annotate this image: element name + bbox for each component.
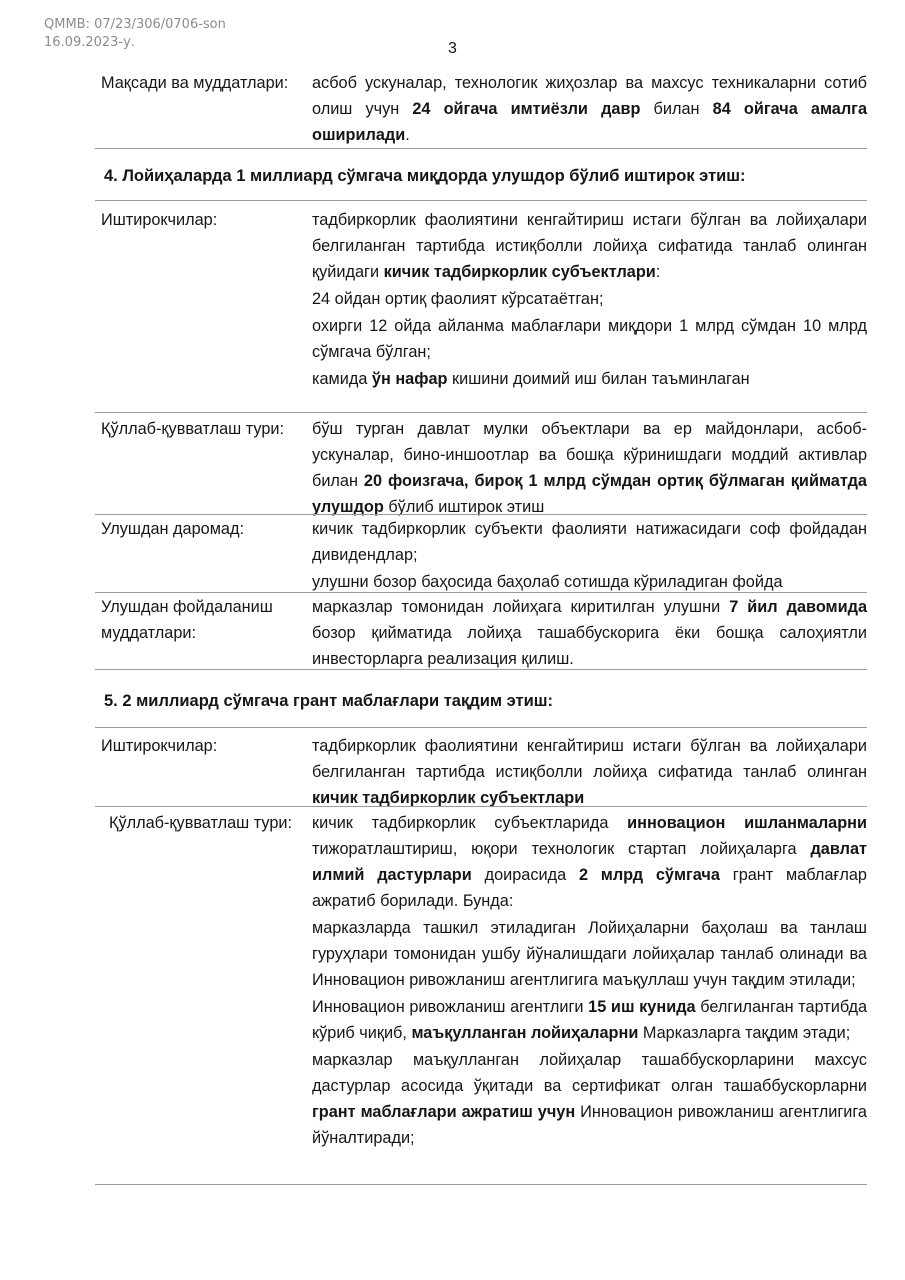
s4-criterion-turnover: охирги 12 ойда айланма маблағлари миқдори 1 млрд сўмдан 10 млрд сўмгача бўлган; — [312, 317, 867, 361]
s4-income-value — [312, 516, 867, 596]
s4-support-label: Қўллаб-қувватлаш тури: — [101, 420, 285, 438]
purpose-value — [312, 70, 867, 149]
table-separator — [95, 1184, 867, 1185]
s4-income-dividends: кичик тадбиркорлик субъекти фаолияти натижасидаги соф фойдадан дивидендлар; — [312, 520, 867, 564]
s4-income-sale-profit: улушни бозор баҳосида баҳолаб сотишда кўриладиган фойда — [312, 573, 783, 591]
s5-participants-value: тадбиркорлик фаолиятини кенгайтириш истаги бўлган ва лойиҳалари белгиланган тартибда истиқболли лойиҳа сифатида танлаб олинган кичик тадбиркорлик субъектлари — [312, 737, 867, 807]
section-5-heading: 5. 2 миллиард сўмгача грант маблағлари тақдим этиш: — [104, 692, 553, 710]
s4-term-row — [95, 594, 867, 670]
s4-term-label: Улушдан фойдаланиш муддатлари: — [101, 598, 273, 642]
s4-income-row — [95, 516, 867, 592]
s5-support-selection: марказларда ташкил этиладиган Лойиҳаларни баҳолаш ва танлаш гуруҳлари томонидан ушбу йўналишдаги лойиҳалар танлаб олинади ва Инновацион ривожланиш агентлигига маъқуллаш учун тақдим этилади; — [312, 919, 867, 989]
stamp-date: 16.09.2023-у. — [44, 35, 135, 50]
s5-participants-label: Иштирокчилар: — [101, 737, 218, 755]
table-separator — [95, 669, 867, 670]
s5-support-label: Қўллаб-қувватлаш тури: — [109, 814, 293, 832]
table-separator — [95, 806, 867, 807]
s4-term-value: марказлар томонидан лойиҳага киритилган улушни 7 йил давомида бозор қийматида лойиҳа ташаббускорига ёки бошқа салоҳиятли инвесторларга реализация қилиш. — [312, 598, 867, 668]
table-separator — [95, 148, 867, 149]
s4-participants-intro: тадбиркорлик фаолиятини кенгайтириш истаги бўлган ва лойиҳалари белгиланган тартибда истиқболли лойиҳа сифатида танлаб олинган қуйидаги кичик тадбиркорлик субъектлари: — [312, 211, 867, 281]
purpose-row — [95, 70, 867, 150]
section-4-heading: 4. Лойиҳаларда 1 миллиард сўмгача миқдорда улушдор бўлиб иштирок этиш: — [104, 167, 746, 185]
s4-participants-label: Иштирокчилар: — [101, 211, 218, 229]
s5-support-training: марказлар маъқулланган лойиҳалар ташаббускорларини махсус дастурлар асосида ўқитади ва сертификат олган ташаббускорларни грант маблағлари ажратиш учун Инновацион ривожланиш агентлигига йўналтиради; — [312, 1051, 867, 1147]
s4-criterion-duration: 24 ойдан ортиқ фаолият кўрсатаётган; — [312, 290, 604, 308]
table-separator — [95, 200, 867, 201]
stamp-number: QMMB: 07/23/306/0706-son — [44, 17, 226, 32]
s4-criterion-employees: камида ўн нафар кишини доимий иш билан таъминлаган — [312, 370, 750, 388]
s4-participants-value — [312, 207, 867, 393]
s4-income-label: Улушдан даромад: — [101, 520, 244, 538]
s4-participants-row — [95, 207, 867, 413]
s4-support-value: бўш турган давлат мулки объектлари ва ер майдонлари, асбоб-ускуналар, бино-иншоотлар ва бошқа кўринишдаги моддий активлар билан 20 фоизгача, бироқ 1 млрд сўмдан ортиқ бўлмаган қийматда улушдор бўлиб иштирок этиш — [312, 420, 867, 516]
purpose-text: асбоб ускуналар, технологик жиҳозлар ва махсус техникаларни сотиб олиш учун 24 ойгача имтиёзли давр билан 84 ойгача амалга оширилади. — [312, 74, 868, 144]
s5-support-row — [95, 810, 867, 1190]
table-separator — [95, 727, 867, 728]
s5-support-agency-review: Инновацион ривожланиш агентлиги 15 иш кунида белгиланган тартибда кўриб чиқиб, маъқулланган лойиҳаларни Марказларга тақдим этади; — [312, 998, 867, 1042]
table-separator — [95, 514, 867, 515]
s5-support-value — [312, 810, 867, 1152]
s5-participants-row — [95, 733, 867, 809]
purpose-label: Мақсади ва муддатлари: — [101, 74, 289, 92]
s5-support-intro: кичик тадбиркорлик субъектларида инновацион ишланмаларни тижоратлаштириш, юқори технологик стартап лойиҳаларга давлат илмий дастурлари доирасида 2 млрд сўмгача грант маблағлар ажратиб борилади. Бунда: — [312, 814, 867, 910]
table-separator — [95, 412, 867, 413]
table-separator — [95, 592, 867, 593]
page-number: 3 — [448, 40, 457, 57]
s4-support-row — [95, 416, 867, 516]
